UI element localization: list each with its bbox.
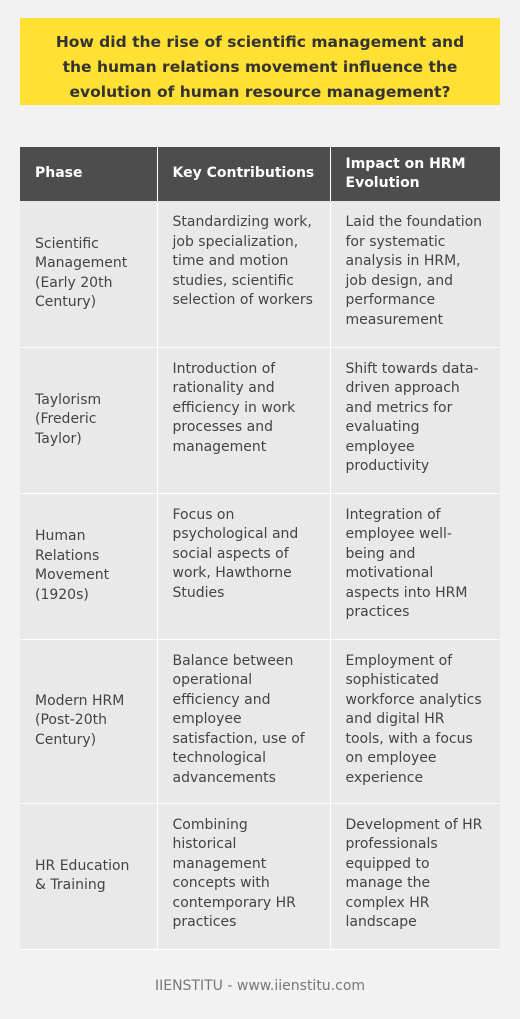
phase-cell: Human Relations Movement (1920s) — [20, 493, 157, 639]
impact-cell: Shift towards data-driven approach and metrics for evaluating employee productivity — [330, 347, 500, 493]
header-phase: Phase — [20, 147, 157, 201]
table-row — [20, 493, 500, 639]
phase-cell: Scientific Management (Early 20th Century) — [20, 201, 157, 347]
table-row — [20, 639, 500, 803]
key-contributions-cell: Combining historical management concepts with contemporary HR practices — [157, 803, 330, 949]
key-contributions-cell: Standardizing work, job specialization, time and motion studies, scientific selection of workers — [157, 201, 330, 347]
table-header-row — [20, 147, 500, 201]
table-row — [20, 201, 500, 347]
impact-cell: Employment of sophisticated workforce analytics and digital HR tools, with a focus on employee experience — [330, 639, 500, 803]
table-row — [20, 803, 500, 949]
hrm-evolution-table — [20, 147, 500, 950]
header-impact: Impact on HRM Evolution — [330, 147, 500, 201]
key-contributions-cell: Introduction of rationality and efficiency in work processes and management — [157, 347, 330, 493]
phase-cell: HR Education & Training — [20, 803, 157, 949]
table-row — [20, 347, 500, 493]
key-contributions-cell: Balance between operational efficiency and employee satisfaction, use of technological advancements — [157, 639, 330, 803]
question-title: How did the rise of scientific management and the human relations movement influence the evolution of human resource management? — [20, 18, 500, 105]
footer-credit: IIENSTITU - www.iienstitu.com — [154, 978, 366, 994]
impact-cell: Development of HR professionals equipped to manage the complex HR landscape — [330, 803, 500, 949]
phase-cell: Taylorism (Frederic Taylor) — [20, 347, 157, 493]
header-key-contributions: Key Contributions — [157, 147, 330, 201]
phase-cell: Modern HRM (Post-20th Century) — [20, 639, 157, 803]
impact-cell: Laid the foundation for systematic analysis in HRM, job design, and performance measurement — [330, 201, 500, 347]
impact-cell: Integration of employee well-being and motivational aspects into HRM practices — [330, 493, 500, 639]
key-contributions-cell: Focus on psychological and social aspects of work, Hawthorne Studies — [157, 493, 330, 639]
